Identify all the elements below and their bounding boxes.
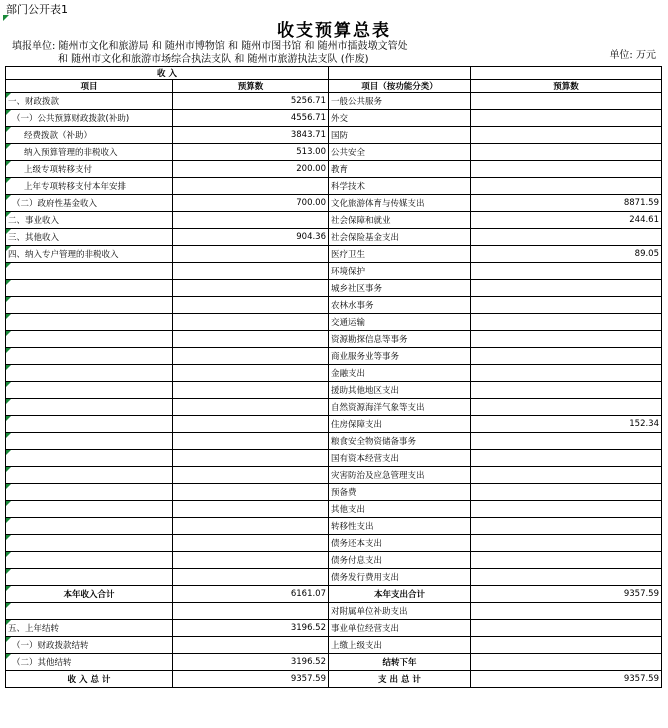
income-amount-cell[interactable] xyxy=(173,297,329,314)
income-amount-cell[interactable]: 4556.71 xyxy=(173,110,329,127)
income-amount-header: 预算数 xyxy=(173,80,329,93)
expense-item-cell[interactable]: 事业单位经营支出 xyxy=(329,620,471,637)
table-row xyxy=(6,161,662,178)
reporting-unit xyxy=(12,40,408,66)
expense-item-cell[interactable]: 灾害防治及应急管理支出 xyxy=(329,467,471,484)
table-row xyxy=(6,178,662,195)
expense-amount-cell[interactable] xyxy=(471,433,662,450)
expense-amount-cell[interactable] xyxy=(471,450,662,467)
income-item-cell[interactable]: 本年收入合计 xyxy=(6,586,173,603)
table-row xyxy=(6,654,662,671)
income-amount-cell[interactable]: 200.00 xyxy=(173,161,329,178)
income-item-cell[interactable] xyxy=(6,535,173,552)
expense-amount-cell[interactable] xyxy=(471,552,662,569)
income-item-cell[interactable]: 二、事业收入 xyxy=(6,212,173,229)
income-item-cell[interactable] xyxy=(6,518,173,535)
income-amount-cell[interactable]: 6161.07 xyxy=(173,586,329,603)
income-item-cell[interactable]: 三、其他收入 xyxy=(6,229,173,246)
income-item-cell[interactable] xyxy=(6,569,173,586)
income-amount-cell[interactable]: 3843.71 xyxy=(173,127,329,144)
expense-amount-cell[interactable] xyxy=(471,348,662,365)
income-item-cell[interactable]: 四、纳入专户管理的非税收入 xyxy=(6,246,173,263)
income-amount-cell[interactable] xyxy=(173,518,329,535)
income-amount-cell[interactable]: 700.00 xyxy=(173,195,329,212)
expense-item-cell[interactable]: 资源勘探信息等事务 xyxy=(329,331,471,348)
income-item-cell[interactable] xyxy=(6,399,173,416)
expense-item-cell[interactable]: 公共安全 xyxy=(329,144,471,161)
expense-amount-cell[interactable] xyxy=(471,467,662,484)
expense-item-cell[interactable]: 金融支出 xyxy=(329,365,471,382)
table-row xyxy=(6,212,662,229)
income-amount-cell[interactable] xyxy=(173,212,329,229)
income-item-cell[interactable] xyxy=(6,501,173,518)
income-amount-cell[interactable] xyxy=(173,450,329,467)
expense-item-cell[interactable]: 教育 xyxy=(329,161,471,178)
table-row xyxy=(6,620,662,637)
expense-item-cell[interactable]: 国防 xyxy=(329,127,471,144)
header-row xyxy=(6,80,662,93)
expense-amount-cell[interactable] xyxy=(471,637,662,654)
income-amount-cell[interactable] xyxy=(173,467,329,484)
expense-amount-cell[interactable] xyxy=(471,280,662,297)
expense-amount-cell[interactable] xyxy=(471,501,662,518)
expense-item-cell[interactable]: 社会保险基金支出 xyxy=(329,229,471,246)
expense-amount-cell[interactable]: 89.05 xyxy=(471,246,662,263)
table-row xyxy=(6,535,662,552)
expense-item-cell[interactable]: 商业服务业等事务 xyxy=(329,348,471,365)
expense-item-cell[interactable]: 本年支出合计 xyxy=(329,586,471,603)
table-row xyxy=(6,399,662,416)
table-row xyxy=(6,552,662,569)
income-amount-cell[interactable] xyxy=(173,637,329,654)
expense-item-cell[interactable]: 支 出 总 计 xyxy=(329,671,471,688)
income-item-cell[interactable] xyxy=(6,263,173,280)
table-row xyxy=(6,280,662,297)
expense-amount-cell[interactable] xyxy=(471,365,662,382)
expense-item-cell[interactable]: 上缴上级支出 xyxy=(329,637,471,654)
expense-item-cell[interactable]: 外交 xyxy=(329,110,471,127)
income-amount-cell[interactable]: 3196.52 xyxy=(173,620,329,637)
header-group-row xyxy=(6,67,662,80)
income-item-cell[interactable] xyxy=(6,450,173,467)
income-amount-cell[interactable] xyxy=(173,603,329,620)
expense-item-cell[interactable]: 援助其他地区支出 xyxy=(329,382,471,399)
expense-item-cell[interactable]: 一般公共服务 xyxy=(329,93,471,110)
income-item-cell[interactable] xyxy=(6,382,173,399)
expense-item-cell[interactable]: 债务发行费用支出 xyxy=(329,569,471,586)
income-item-cell[interactable]: （一）财政拨款结转 xyxy=(6,637,173,654)
expense-item-cell[interactable]: 农林水事务 xyxy=(329,297,471,314)
income-amount-cell[interactable]: 3196.52 xyxy=(173,654,329,671)
income-item-cell[interactable] xyxy=(6,314,173,331)
table-row xyxy=(6,144,662,161)
income-item-cell[interactable]: （一）公共预算财政拨款(补助) xyxy=(6,110,173,127)
income-amount-cell[interactable] xyxy=(173,246,329,263)
income-amount-cell[interactable] xyxy=(173,501,329,518)
table-row xyxy=(6,569,662,586)
income-amount-cell[interactable]: 513.00 xyxy=(173,144,329,161)
expense-amount-cell[interactable]: 244.61 xyxy=(471,212,662,229)
table-row xyxy=(6,348,662,365)
income-item-cell[interactable]: 经费拨款（补助） xyxy=(6,127,173,144)
expense-amount-cell[interactable] xyxy=(471,535,662,552)
income-amount-cell[interactable] xyxy=(173,348,329,365)
expense-amount-cell[interactable] xyxy=(471,161,662,178)
expense-amount-cell[interactable] xyxy=(471,620,662,637)
income-amount-cell[interactable] xyxy=(173,314,329,331)
income-item-cell[interactable]: （二）其他结转 xyxy=(6,654,173,671)
expense-item-cell[interactable]: 国有资本经营支出 xyxy=(329,450,471,467)
expense-item-cell[interactable]: 对附属单位补助支出 xyxy=(329,603,471,620)
budget-table xyxy=(5,66,662,688)
income-amount-cell[interactable] xyxy=(173,416,329,433)
table-row xyxy=(6,127,662,144)
expense-item-cell[interactable]: 住房保障支出 xyxy=(329,416,471,433)
expense-amount-cell[interactable]: 9357.59 xyxy=(471,671,662,688)
expense-amount-cell[interactable] xyxy=(471,144,662,161)
expense-amount-cell[interactable] xyxy=(471,127,662,144)
expense-amount-cell[interactable]: 9357.59 xyxy=(471,586,662,603)
expense-item-cell[interactable]: 文化旅游体育与传媒支出 xyxy=(329,195,471,212)
table-row xyxy=(6,229,662,246)
income-amount-cell[interactable] xyxy=(173,331,329,348)
income-amount-cell[interactable]: 9357.59 xyxy=(173,671,329,688)
expense-item-header: 项目（按功能分类） xyxy=(329,80,471,93)
table-row xyxy=(6,110,662,127)
expense-amount-cell[interactable] xyxy=(471,569,662,586)
income-amount-cell[interactable] xyxy=(173,569,329,586)
income-item-cell[interactable]: 纳入预算管理的非税收入 xyxy=(6,144,173,161)
income-item-cell[interactable]: 一、财政拨款 xyxy=(6,93,173,110)
sheet-label: 部门公开表1 xyxy=(6,3,68,16)
expense-amount-cell[interactable] xyxy=(471,518,662,535)
income-item-cell[interactable] xyxy=(6,348,173,365)
table-row xyxy=(6,382,662,399)
expense-amount-cell[interactable]: 8871.59 xyxy=(471,195,662,212)
table-row xyxy=(6,263,662,280)
income-amount-cell[interactable] xyxy=(173,365,329,382)
income-amount-cell[interactable] xyxy=(173,484,329,501)
table-row xyxy=(6,671,662,688)
income-item-cell[interactable]: 五、上年结转 xyxy=(6,620,173,637)
table-row xyxy=(6,416,662,433)
expense-amount-cell[interactable] xyxy=(471,178,662,195)
income-amount-cell[interactable] xyxy=(173,535,329,552)
expense-amount-cell[interactable] xyxy=(471,297,662,314)
expense-item-cell[interactable]: 科学技术 xyxy=(329,178,471,195)
income-amount-cell[interactable] xyxy=(173,263,329,280)
expense-item-cell[interactable]: 环境保护 xyxy=(329,263,471,280)
expense-amount-cell[interactable] xyxy=(471,654,662,671)
income-item-cell[interactable] xyxy=(6,467,173,484)
expense-amount-cell[interactable] xyxy=(471,399,662,416)
income-item-cell[interactable]: 收 入 总 计 xyxy=(6,671,173,688)
expense-amount-cell[interactable] xyxy=(471,263,662,280)
expense-amount-cell[interactable] xyxy=(471,382,662,399)
expense-item-cell[interactable]: 医疗卫生 xyxy=(329,246,471,263)
income-amount-cell[interactable]: 5256.71 xyxy=(173,93,329,110)
expense-item-cell[interactable]: 粮食安全物资储备事务 xyxy=(329,433,471,450)
expense-amount-cell[interactable] xyxy=(471,603,662,620)
expense-item-cell[interactable]: 城乡社区事务 xyxy=(329,280,471,297)
table-row xyxy=(6,501,662,518)
table-row xyxy=(6,314,662,331)
page-title: 收支预算总表 xyxy=(277,21,391,41)
table-row xyxy=(6,365,662,382)
income-item-cell[interactable]: 上年专项转移支付本年安排 xyxy=(6,178,173,195)
reporting-unit-line2: 和 随州市文化和旅游市场综合执法支队 和 随州市旅游执法支队 (作废) xyxy=(58,54,369,65)
income-item-cell[interactable] xyxy=(6,433,173,450)
expense-amount-cell[interactable] xyxy=(471,484,662,501)
expense-item-cell[interactable]: 交通运输 xyxy=(329,314,471,331)
income-amount-cell[interactable] xyxy=(173,280,329,297)
income-item-cell[interactable]: 上级专项转移支付 xyxy=(6,161,173,178)
expense-item-cell[interactable]: 债务付息支出 xyxy=(329,552,471,569)
expense-amount-cell[interactable] xyxy=(471,110,662,127)
expense-item-cell[interactable]: 债务还本支出 xyxy=(329,535,471,552)
expense-item-cell[interactable]: 其他支出 xyxy=(329,501,471,518)
expense-amount-header: 预算数 xyxy=(471,80,662,93)
expense-item-cell[interactable]: 预备费 xyxy=(329,484,471,501)
table-row xyxy=(6,450,662,467)
expense-amount-cell[interactable] xyxy=(471,93,662,110)
table-row xyxy=(6,518,662,535)
expense-amount-cell[interactable] xyxy=(471,229,662,246)
income-item-header: 项目 xyxy=(6,80,173,93)
table-row xyxy=(6,603,662,620)
expense-item-cell[interactable]: 结转下年 xyxy=(329,654,471,671)
income-amount-cell[interactable]: 904.36 xyxy=(173,229,329,246)
table-row xyxy=(6,297,662,314)
table-row xyxy=(6,433,662,450)
income-item-cell[interactable]: （二）政府性基金收入 xyxy=(6,195,173,212)
income-group-header: 收 入 xyxy=(6,67,329,80)
income-amount-cell[interactable] xyxy=(173,382,329,399)
expense-amount-cell[interactable] xyxy=(471,314,662,331)
table-row xyxy=(6,93,662,110)
income-item-cell[interactable] xyxy=(6,603,173,620)
income-amount-cell[interactable] xyxy=(173,552,329,569)
income-amount-cell[interactable] xyxy=(173,399,329,416)
table-row xyxy=(6,586,662,603)
expense-amount-cell[interactable]: 152.34 xyxy=(471,416,662,433)
reporting-unit-line1: 填报单位: 随州市文化和旅游局 和 随州市博物馆 和 随州市图书馆 和 随州市擂鼓墩文管处 xyxy=(12,41,408,52)
table-row xyxy=(6,331,662,348)
income-item-cell[interactable] xyxy=(6,484,173,501)
table-row xyxy=(6,195,662,212)
expense-item-cell[interactable]: 自然资源海洋气象等支出 xyxy=(329,399,471,416)
income-item-cell[interactable] xyxy=(6,416,173,433)
expense-item-cell[interactable]: 社会保障和就业 xyxy=(329,212,471,229)
table-row xyxy=(6,484,662,501)
income-item-cell[interactable] xyxy=(6,365,173,382)
income-item-cell[interactable] xyxy=(6,331,173,348)
table-row xyxy=(6,637,662,654)
money-unit: 单位: 万元 xyxy=(609,50,656,61)
table-row xyxy=(6,246,662,263)
income-item-cell[interactable] xyxy=(6,280,173,297)
table-row xyxy=(6,467,662,484)
income-amount-cell[interactable] xyxy=(173,433,329,450)
income-amount-cell[interactable] xyxy=(173,178,329,195)
expense-amount-cell[interactable] xyxy=(471,331,662,348)
income-item-cell[interactable] xyxy=(6,552,173,569)
expense-item-cell[interactable]: 转移性支出 xyxy=(329,518,471,535)
income-item-cell[interactable] xyxy=(6,297,173,314)
